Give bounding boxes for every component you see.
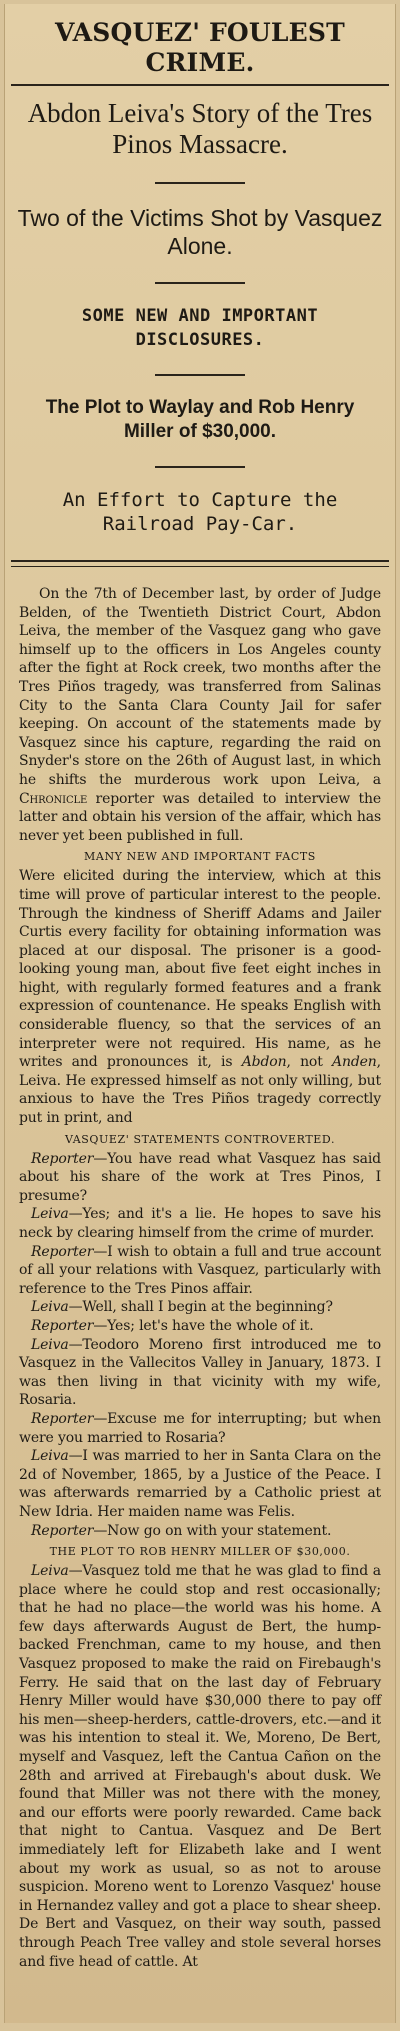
dialogue-line [19, 1317, 381, 1336]
double-rule-bottom [11, 566, 389, 567]
dialogue-text: —Teodoro Moreno first introduced me to Vasquez in the Vallecitos Valley in January, 1873. I was then living in that vicinity with my wife, Rosaria. [19, 1336, 381, 1409]
dialogue-line [19, 1298, 381, 1317]
newspaper-column [4, 4, 396, 2023]
speaker-name: Leiva [31, 1299, 69, 1316]
speaker-name: Reporter [31, 1317, 94, 1334]
deck-headline-2: Two of the Victims Shot by Vasquez Alone. [17, 205, 383, 259]
deck-headline-3: SOME NEW AND IMPORTANT DISCLOSURES. [81, 306, 319, 350]
paper-name: Chronicle [19, 790, 88, 807]
speaker-name: Leiva [31, 1206, 69, 1223]
dialogue-line [19, 1243, 381, 1299]
deck-headline-4: The Plot to Waylay and Rob Henry Miller of $30,000. [45, 397, 355, 442]
dialogue-text: —I wish to obtain a full and true account of all your relations with Vasquez, particularly with reference to the Tres Pinos affair. [19, 1243, 381, 1297]
subheading-statements: VASQUEZ' STATEMENTS CONTROVERTED. [64, 1132, 336, 1146]
article-header [5, 18, 395, 567]
short-rule [155, 466, 245, 468]
double-rule-top [11, 560, 389, 562]
dialogue-line [19, 1522, 381, 1541]
description-paragraph: Were elicited during the interview, which at this time will prove of particular interest to the people. Through the kindness of Sheriff Adams and Jailer Curtis every facility for obtaining information was placed at our disposal. The prisoner is a good-looking young man, about five feet eight inches in hight, with regularly formed features and a frank expression of countenance. He speaks English with considerable fluency, so that the services of an interpreter were not required. His name, as he writes and pronounces it, is Abdon, not Anden, Leiva. He expressed himself as not only willing, but anxious to have the Tres Piños tragedy correctly put in print, and [19, 868, 381, 1127]
dialogue-line [19, 1336, 381, 1410]
speaker-name: Reporter [31, 1243, 94, 1260]
dialogue-text: —Yes; let's have the whole of it. [93, 1317, 314, 1334]
dialogue-line [19, 1447, 381, 1521]
article-body [5, 585, 395, 1971]
subheading-plot: THE PLOT TO ROB HENRY MILLER OF $30,000. [49, 1545, 351, 1559]
dialogue-line [19, 1410, 381, 1447]
dialogue-section-2 [19, 1562, 381, 1971]
subheading-new-facts: MANY NEW AND IMPORTANT FACTS [84, 850, 316, 864]
masthead-title: VASQUEZ' FOULEST CRIME. [11, 18, 389, 86]
dialogue-text: —I was married to her in Santa Clara on the 2d of November, 1865, by a Justice of the Peace. I was afterwards remarried by a Catholic priest at New Idria. Her maiden name was Felis. [19, 1448, 381, 1520]
dialogue-text: —Now go on with your statement. [93, 1522, 332, 1539]
short-rule [155, 182, 245, 184]
speaker-name: Reporter [31, 1410, 94, 1427]
deck-headline-1: Abdon Leiva's Story of the Tres Pinos Massacre. [27, 98, 373, 159]
dialogue-text: —Yes; and it's a lie. He hopes to save his neck by clearing himself from the crime of murder. [19, 1206, 381, 1241]
dialogue-line [19, 1205, 381, 1242]
speaker-name: Leiva [31, 1336, 69, 1353]
speaker-name: Reporter [31, 1150, 94, 1167]
dialogue-text: —Vasquez told me that he was glad to find a place where he could stop and rest occasionally; that he had no place—the world was his home. A few days afterwards August de Bert, the hump-backed Frenchman, came to my house, and then Vasquez proposed to make the raid on Firebaugh's Ferry. He said that on the last day of February Henry Miller would have $30,000 there to pay off his men—sheep-herders, cattle-drovers, etc.—and it was his intention to steal it. We, Moreno, De Bert, myself and Vasquez, left the Cantua Cañon on the 28th and arrived at Firebaugh's about dusk. We found that Miller was not there with the money, and our efforts were poorly rewarded. Came back that night to Cantua. Vasquez and De Bert immediately left for Elizabeth lake and I went about my work as usual, so as not to arouse suspicion. Moreno went to Lorenzo Vasquez' house in Hernandez valley and got a place to shear sheep. De Bert and Vasquez, on their way south, passed through Peach Tree valley and stole several horses and five head of cattle. At [19, 1563, 381, 1970]
dialogue-line [19, 1562, 381, 1971]
dialogue-text: —Excuse me for interrupting; but when were you married to Rosaria? [19, 1410, 381, 1446]
short-rule [155, 282, 245, 284]
dialogue-text: —You have read what Vasquez has said about his share of the work at Tres Pinos, I presume? [19, 1150, 381, 1204]
speaker-name: Reporter [31, 1522, 94, 1539]
short-rule [155, 374, 245, 376]
speaker-name: Leiva [31, 1448, 69, 1465]
deck-headline-5: An Effort to Capture the Railroad Pay-Car. [62, 489, 338, 535]
speaker-name: Leiva [31, 1563, 69, 1580]
dialogue-section-1 [19, 1150, 381, 1540]
intro-paragraph: On the 7th of December last, by order of Judge Belden, of the Twentieth District Court, Abdon Leiva, the member of the Vasquez gang who gave himself up to the officers in Los Angeles county after the fight at Rock creek, two months after the Tres Piños tragedy, was transferred from Salinas City to the Santa Clara County Jail for safer keeping. On account of the statements made by Vasquez since his capture, regarding the raid on Snyder's store on the 26th of August last, in which he shifts the murderous work upon Leiva, a Chronicle reporter was detailed to interview the latter and obtain his version of the affair, which has never yet been published in full. [19, 586, 381, 844]
dialogue-text: —Well, shall I begin at the beginning? [68, 1299, 333, 1316]
dialogue-line [19, 1150, 381, 1206]
